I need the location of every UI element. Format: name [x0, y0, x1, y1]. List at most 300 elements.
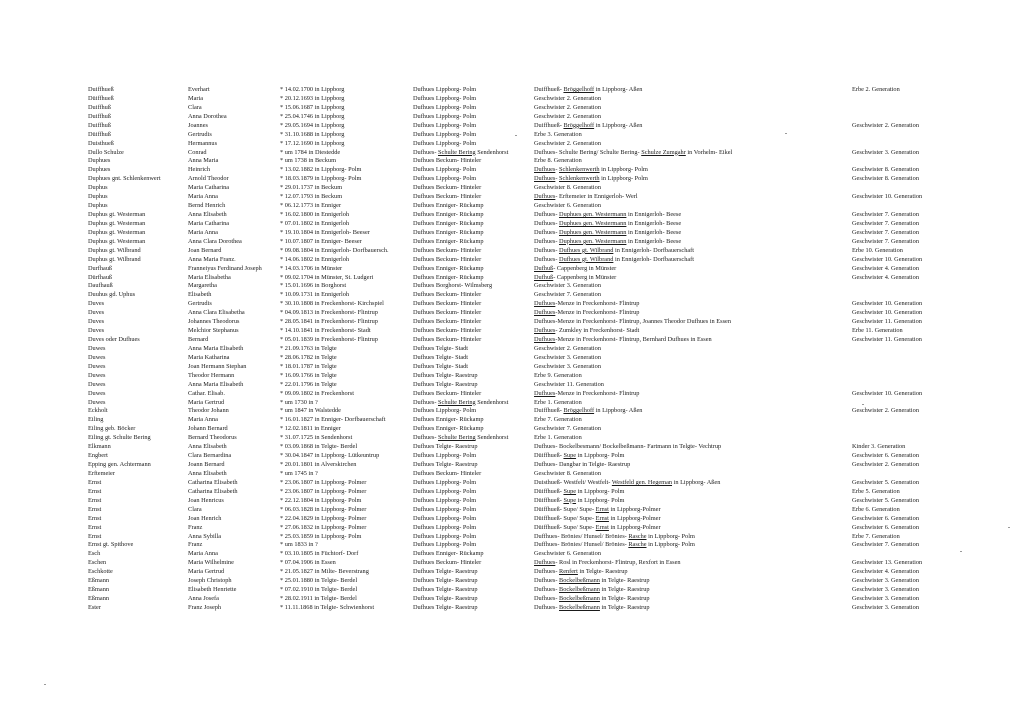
- birth-cell: * um 1745 in ?: [280, 469, 318, 477]
- birth-cell: * 17.12.1690 in Lippborg: [280, 139, 345, 147]
- farm-line-cell: Dufhues Lippborg- Polm: [413, 139, 477, 147]
- lineage-cell: Geschwister 2. Generation: [534, 139, 601, 147]
- table-row: [0, 353, 1024, 362]
- generation-cell: Geschwister 7. Generation: [852, 237, 919, 245]
- farm-line-cell: Dufhues Beckum- Hinteler: [413, 327, 482, 335]
- generation-cell: Geschwister 6. Generation: [852, 514, 919, 522]
- farm-line-cell: Dufhues Enniger- Rückamp: [413, 273, 484, 281]
- table-row: [0, 326, 1024, 335]
- generation-cell: Geschwister 10. Generation: [852, 255, 923, 263]
- table-row: [0, 273, 1024, 282]
- table-row: [0, 290, 1024, 299]
- generation-cell: Geschwister 2. Generation: [852, 461, 919, 469]
- scan-speck: [785, 133, 787, 134]
- generation-cell: Geschwister 2. Generation: [852, 121, 919, 129]
- given-names-cell: Maria Katharina: [188, 353, 230, 361]
- surname-cell: Düiffhueß: [88, 94, 114, 102]
- surname-cell: Ernst: [88, 532, 102, 540]
- birth-cell: * 09.09.1802 in Freckenhorst: [280, 389, 354, 397]
- lineage-cell: Dufhues- Bockelbeßmann in Telgte- Raestrup: [534, 595, 650, 602]
- birth-cell: * um 1847 in Walstedde: [280, 407, 341, 415]
- surname-cell: Esch: [88, 550, 101, 558]
- surname-cell: Ernst: [88, 478, 102, 486]
- given-names-cell: Maria Catharina: [188, 219, 230, 227]
- lineage-cell: Dufhues- Duphues gen. Westermann in Ennigerloh- Beese: [534, 237, 682, 245]
- given-names-cell: Maria Gertrud: [188, 568, 225, 576]
- farm-line-cell: Dufhues Lippborg- Polm: [413, 478, 477, 486]
- table-row: [0, 576, 1024, 585]
- table-row: [0, 415, 1024, 424]
- farm-line-cell: Dufhues Lippborg- Polm: [413, 452, 477, 460]
- farm-line-cell: Dufhues Lippborg- Polm: [413, 94, 477, 102]
- table-row: [0, 398, 1024, 407]
- farm-line-cell: Dufhues Beckum- Hinteler: [413, 389, 482, 397]
- farm-line-cell: Dufhues Telgte- Raestrup: [413, 380, 478, 388]
- lineage-cell: Duiffhueß- Bröggelhoff in Lippborg- Aßen: [534, 121, 643, 129]
- table-row: [0, 165, 1024, 174]
- given-names-cell: Catharina Elisabeth: [188, 478, 238, 486]
- farm-line-cell: Dufhues Beckum- Hinteler: [413, 291, 482, 299]
- lineage-cell: Dufhues- Erftemeier in Ennigerloh- Werl: [534, 193, 638, 201]
- given-names-cell: Anna Maria Elisabeth: [188, 380, 244, 388]
- lineage-cell: Dufhues-Menze in Freckenhorst- Flintrup, Bernhard Dufhues in Essen: [534, 336, 712, 344]
- lineage-cell: Dufhues-Menze in Freckenhorst- Flintrup: [534, 389, 640, 397]
- given-names-cell: Bernd Henrich: [188, 202, 226, 210]
- table-row: [0, 183, 1024, 192]
- surname-cell: Duphus: [88, 193, 108, 201]
- birth-cell: * um 1738 in Beckum: [280, 157, 336, 165]
- generation-cell: Erbe 7. Generation: [852, 532, 900, 540]
- lineage-cell: Geschwister 2. Generation: [534, 103, 601, 111]
- surname-cell: Ernst gt. Spithove: [88, 541, 134, 549]
- table-row: [0, 389, 1024, 398]
- lineage-cell: Duiffhueß- Bröggelhoff in Lippborg- Aßen: [534, 86, 643, 93]
- birth-cell: * 14.06.1802 in Ennigerloh: [280, 255, 350, 263]
- birth-cell: * 25.04.1746 in Lippborg: [280, 112, 345, 120]
- lineage-cell: Geschwister 2. Generation: [534, 94, 601, 102]
- birth-cell: * 25.01.1880 in Telgte- Berdel: [280, 577, 358, 585]
- farm-line-cell: Dufhues Lippborg- Polm: [413, 86, 477, 93]
- surname-cell: Duwes: [88, 389, 106, 397]
- table-row: [0, 523, 1024, 532]
- birth-cell: * 05.01.1839 in Freckenhorst- Flintrup: [280, 336, 378, 344]
- table-row: [0, 139, 1024, 148]
- lineage-cell: Düiffhueß- Supe/ Supe- Ernst in Lippborg-Polmer: [534, 523, 661, 531]
- surname-cell: Duwes: [88, 380, 106, 388]
- given-names-cell: Anna Maria Franz.: [188, 255, 236, 263]
- generation-cell: Geschwister 6. Generation: [852, 523, 919, 531]
- farm-line-cell: Dufhues Beckum- Hinteler: [413, 300, 482, 308]
- lineage-cell: Duiffhueß- Bröggelhoff in Lippborg- Aßen: [534, 407, 643, 415]
- given-names-cell: Maria Wilhelmine: [188, 559, 234, 567]
- lineage-cell: Geschwister 8. Generation: [534, 469, 601, 477]
- lineage-cell: Geschwister 2. Generation: [534, 112, 601, 120]
- table-row: [0, 406, 1024, 415]
- surname-cell: Duiffhueß: [88, 86, 114, 93]
- given-names-cell: Margaretha: [188, 282, 217, 290]
- table-row: [0, 121, 1024, 130]
- lineage-cell: Düiffhueß- Supe in Lippborg- Polm: [534, 496, 625, 504]
- farm-line-cell: Dufhues Enniger- Rückamp: [413, 550, 484, 558]
- surname-cell: Ester: [88, 603, 101, 611]
- given-names-cell: Clara: [188, 505, 202, 513]
- generation-cell: Geschwister 6. Generation: [852, 452, 919, 460]
- table-row: [0, 371, 1024, 380]
- birth-cell: * 25.03.1859 in Lippborg- Polm: [280, 532, 362, 540]
- given-names-cell: Joan Henrich: [188, 514, 222, 522]
- farm-line-cell: Dufhues Enniger- Rückamp: [413, 425, 484, 433]
- farm-line-cell: Dufhues Beckum- Hinteler: [413, 157, 482, 165]
- lineage-cell: Geschwister 8. Generation: [534, 184, 601, 192]
- surname-cell: Duuhus gd. Uphus: [88, 291, 136, 299]
- given-names-cell: Clara: [188, 103, 202, 111]
- given-names-cell: Joan Henricus: [188, 496, 224, 504]
- surname-cell: Dullo Schulze: [88, 148, 124, 156]
- lineage-cell: Dufhues-Menze in Freckenhorst- Flintrup: [534, 300, 640, 308]
- birth-cell: * 06.12.1773 in Enniger: [280, 202, 342, 210]
- given-names-cell: Maria Elisabetha: [188, 273, 231, 281]
- given-names-cell: Maria: [188, 94, 204, 102]
- birth-cell: * 11.11.1868 in Telgte- Schwienhorst: [280, 603, 375, 611]
- farm-line-cell: Dufhues Lippborg- Polm: [413, 523, 477, 531]
- scan-speck: [515, 135, 517, 136]
- surname-cell: Duves: [88, 309, 105, 317]
- birth-cell: * 12.07.1793 in Beckum: [280, 193, 343, 201]
- birth-cell: * 21.05.1827 in Milte- Beverstrang: [280, 568, 369, 576]
- farm-line-cell: Dufhues Beckum- Hinteler: [413, 184, 482, 192]
- given-names-cell: Melchior Stephanus: [188, 327, 239, 335]
- lineage-cell: Dufhues- Schlenkenwerth in Lippborg- Polm: [534, 175, 648, 183]
- given-names-cell: Gertrudis: [188, 130, 212, 138]
- farm-line-cell: Dufhues Enniger- Rückamp: [413, 416, 484, 424]
- birth-cell: * um 1730 in ?: [280, 398, 318, 406]
- farm-line-cell: Dufhues Enniger- Rückamp: [413, 237, 484, 245]
- surname-cell: Eckholt: [88, 407, 108, 415]
- farm-line-cell: Dufhues Lippborg- Polm: [413, 496, 477, 504]
- table-row: [0, 281, 1024, 290]
- surname-cell: Duphues: [88, 166, 111, 174]
- table-row: [0, 130, 1024, 139]
- generation-cell: Geschwister 8. Generation: [852, 175, 919, 183]
- lineage-cell: Dufhues- Bockelbesmann/ Bockelbeßmann- Fartmann in Telgte- Vechtrup: [534, 443, 722, 451]
- table-row: [0, 103, 1024, 112]
- lineage-cell: Geschwister 3. Generation: [534, 282, 601, 290]
- surname-cell: Duiffhuß: [88, 112, 111, 120]
- given-names-cell: Maria Anna: [188, 228, 218, 236]
- generation-cell: Geschwister 3. Generation: [852, 595, 919, 602]
- table-row: [0, 594, 1024, 603]
- generation-cell: Geschwister 5. Generation: [852, 496, 919, 504]
- birth-cell: * 29.05.1694 in Lippborg: [280, 121, 345, 129]
- lineage-cell: Düiffhueß- Supe/ Supe- Ernst in Lippborg-Polmer: [534, 505, 661, 513]
- surname-cell: Duphus gt. Westerman: [88, 237, 146, 245]
- surname-cell: Duves: [88, 300, 105, 308]
- table-row: [0, 237, 1024, 246]
- farm-line-cell: Dufhues Beckum- Hinteler: [413, 336, 482, 344]
- lineage-cell: Erbe 7. Generation: [534, 416, 582, 424]
- surname-cell: Duwes: [88, 398, 106, 406]
- generation-cell: Geschwister 11. Generation: [852, 318, 922, 326]
- lineage-cell: Geschwister 2. Generation: [534, 344, 601, 352]
- table-row: [0, 210, 1024, 219]
- surname-cell: Duiffhuß: [88, 103, 111, 111]
- surname-cell: Eßmann: [88, 586, 109, 594]
- lineage-cell: Geschwister 7. Generation: [534, 425, 601, 433]
- given-names-cell: Anna Elisabeth: [188, 211, 227, 219]
- table-row: [0, 380, 1024, 389]
- generation-cell: Erbe 6. Generation: [852, 505, 900, 513]
- lineage-cell: Geschwister 11. Generation: [534, 380, 604, 388]
- lineage-cell: Dufhues- Duphues gen. Westermann in Ennigerloh- Beese: [534, 211, 682, 219]
- lineage-cell: Dufhues- Schlenkenwerth in Lippborg- Polm: [534, 166, 648, 174]
- farm-line-cell: Dufhues Telgte- Raestrup: [413, 568, 478, 576]
- birth-cell: * 03.09.1868 in Telgte- Berdel: [280, 443, 358, 451]
- farm-line-cell: Dufhues Enniger- Rückamp: [413, 264, 484, 272]
- surname-cell: Duphus gt. Wilbrand: [88, 246, 141, 254]
- lineage-cell: Dufhues- Dufhues gt. Wilbrand in Ennigerloh- Dorfbauerschaft: [534, 246, 694, 254]
- farm-line-cell: Dufhues- Schulte Bering Sendenhorst: [413, 398, 509, 406]
- given-names-cell: Johannes Theodorus: [188, 318, 240, 326]
- table-row: [0, 94, 1024, 103]
- surname-cell: Duphus gt. Westerman: [88, 228, 146, 236]
- birth-cell: * 29.01.1737 in Beckum: [280, 184, 343, 192]
- lineage-cell: Erbe 1. Generation: [534, 434, 582, 442]
- surname-cell: Duphus gt. Wilbrand: [88, 255, 141, 263]
- birth-cell: * 07.01.1802 in Ennigerloh: [280, 219, 350, 227]
- given-names-cell: Joseph Christoph: [188, 577, 232, 585]
- birth-cell: * 18.01.1787 in Telgte: [280, 362, 337, 370]
- generation-cell: Geschwister 10. Generation: [852, 389, 923, 397]
- birth-cell: * 30.10.1808 in Freckenhorst- Kirchspiel: [280, 300, 384, 308]
- given-names-cell: Johann Bernard: [188, 425, 228, 433]
- birth-cell: * 12.02.1811 in Enniger: [280, 425, 341, 433]
- lineage-cell: Dufhues- Renfert in Telgte- Raestrup: [534, 568, 628, 576]
- birth-cell: * 28.05.1841 in Freckenhorst- Flintrup: [280, 318, 378, 326]
- table-row: [0, 442, 1024, 451]
- surname-cell: Düiffhuß: [88, 130, 111, 138]
- farm-line-cell: Dufhues Enniger- Rückamp: [413, 228, 484, 236]
- birth-cell: * 23.06.1807 in Lippborg- Polmer: [280, 487, 367, 495]
- table-row: [0, 567, 1024, 576]
- birth-cell: * 21.09.1763 in Telgte: [280, 344, 337, 352]
- given-names-cell: Arnold Theodor: [188, 175, 229, 183]
- birth-cell: * 19.10.1804 in Ennigerloh- Beeser: [280, 228, 370, 236]
- birth-cell: * 30.04.1847 in Lippborg- Lütkeuntrup: [280, 452, 380, 460]
- given-names-cell: Heinrich: [188, 166, 211, 174]
- birth-cell: * 18.03.1879 in Lippborg- Polm: [280, 175, 362, 183]
- given-names-cell: Theodor Hermann: [188, 371, 235, 379]
- birth-cell: * 10.09.1731 in Ennigerloh: [280, 291, 350, 299]
- given-names-cell: Joann Bernard: [188, 461, 225, 469]
- surname-cell: Erftemeier: [88, 469, 115, 477]
- birth-cell: * 14.03.1706 in Münster: [280, 264, 343, 272]
- farm-line-cell: Dufhues Lippborg- Polm: [413, 130, 477, 138]
- lineage-cell: Dufhuß- Cappenberg in Münster: [534, 273, 617, 281]
- farm-line-cell: Dufhues Beckum- Hinteler: [413, 246, 482, 254]
- generation-cell: Geschwister 4. Generation: [852, 568, 919, 576]
- table-row: [0, 192, 1024, 201]
- given-names-cell: Hermannus: [188, 139, 218, 147]
- surname-cell: Duphus: [88, 184, 108, 192]
- farm-line-cell: Dufhues Telgte- Raestrup: [413, 443, 478, 451]
- farm-line-cell: Dufhues Lippborg- Polm: [413, 505, 477, 513]
- farm-line-cell: Dufhues Beckum- Hinteler: [413, 309, 482, 317]
- given-names-cell: Anna Dorothea: [188, 112, 227, 120]
- birth-cell: * 20.01.1801 in Alverskirchen: [280, 461, 357, 469]
- given-names-cell: Elisabeth: [188, 291, 212, 299]
- farm-line-cell: Dufhues Lippborg- Polm: [413, 121, 477, 129]
- birth-cell: * 20.12.1693 in Lippborg: [280, 94, 345, 102]
- surname-cell: Duphues: [88, 157, 111, 165]
- lineage-cell: Dufhues- Dangbar in Telgte- Raestrup: [534, 461, 631, 469]
- table-row: [0, 478, 1024, 487]
- farm-line-cell: Dufhues Beckum- Hinteler: [413, 318, 482, 326]
- surname-cell: Duiffhuß: [88, 121, 111, 129]
- farm-line-cell: Dufhues Lippborg- Polm: [413, 514, 477, 522]
- birth-cell: * 28.06.1782 in Telgte: [280, 353, 337, 361]
- generation-cell: Geschwister 4. Generation: [852, 264, 919, 272]
- birth-cell: * 15.01.1696 in Borghorst: [280, 282, 347, 290]
- given-names-cell: Anna Sybilla: [188, 532, 222, 540]
- farm-line-cell: Dufhues Enniger- Rückamp: [413, 202, 484, 210]
- given-names-cell: Theodor Johann: [188, 407, 229, 415]
- lineage-cell: Erbe 8. Generation: [534, 157, 582, 165]
- table-row: [0, 308, 1024, 317]
- lineage-cell: Geschwister 6. Generation: [534, 550, 601, 558]
- given-names-cell: Joannes: [188, 121, 208, 129]
- lineage-cell: Dufhues- Duphues gen. Westermann in Ennigerloh- Beese: [534, 228, 682, 236]
- generation-cell: Erbe 2. Generation: [852, 86, 900, 93]
- surname-cell: Dürfhauß: [88, 273, 113, 281]
- birth-cell: * 07.04.1906 in Essen: [280, 559, 336, 567]
- birth-cell: * 22.04.1829 in Lippborg- Polmer: [280, 514, 367, 522]
- given-names-cell: Franz: [188, 541, 203, 549]
- generation-cell: Geschwister 7. Generation: [852, 541, 919, 549]
- lineage-cell: Duffhues- Brönies/ Hunsel/ Brönies- Rasche in Lippborg- Polm: [534, 541, 695, 549]
- birth-cell: * 15.06.1687 in Lippborg: [280, 103, 345, 111]
- lineage-cell: Dufhues-Menze in Freckenhorst- Flintrup, Joannes Theodor Dufhues in Essen: [534, 318, 731, 326]
- farm-line-cell: Dufhues Beckum- Hinteler: [413, 193, 482, 201]
- table-row: [0, 174, 1024, 183]
- farm-line-cell: Dufhues Enniger- Rückamp: [413, 219, 484, 227]
- given-names-cell: Franz: [188, 523, 203, 531]
- given-names-cell: Maria Anna: [188, 550, 218, 558]
- birth-cell: * 09.02.1704 in Münster, St. Ludgeri: [280, 273, 374, 281]
- table-row: [0, 514, 1024, 523]
- table-row: [0, 85, 1024, 94]
- table-row: [0, 540, 1024, 549]
- lineage-cell: Geschwister 3. Generation: [534, 353, 601, 361]
- birth-cell: * 31.10.1688 in Lippborg: [280, 130, 345, 138]
- generation-cell: Geschwister 11. Generation: [852, 336, 922, 344]
- farm-line-cell: Dufhues Beckum- Hinteler: [413, 255, 482, 263]
- generation-cell: Geschwister 2. Generation: [852, 407, 919, 415]
- birth-cell: * 07.02.1910 in Telgte- Berdel: [280, 586, 358, 594]
- surname-cell: Eßmann: [88, 577, 109, 585]
- birth-cell: * um 1784 in Diestedde: [280, 148, 341, 156]
- lineage-cell: Dufhues- Rosl in Freckenhorst- Flintrup, Rexfort in Essen: [534, 559, 681, 567]
- surname-cell: Ernst: [88, 487, 102, 495]
- farm-line-cell: Dufhues Telgte- Stadt: [413, 344, 469, 352]
- table-row: [0, 219, 1024, 228]
- birth-cell: * 22.01.1796 in Telgte: [280, 380, 337, 388]
- given-names-cell: Anna Clara Dorothea: [188, 237, 242, 245]
- surname-cell: Ernst: [88, 523, 102, 531]
- given-names-cell: Maria Anna: [188, 193, 218, 201]
- surname-cell: Duphues gnt. Schlenkenwert: [88, 175, 161, 183]
- birth-cell: * 04.09.1813 in Freckenhorst- Flintrup: [280, 309, 378, 317]
- table-row: [0, 255, 1024, 264]
- table-row: [0, 246, 1024, 255]
- table-row: [0, 549, 1024, 558]
- generation-cell: Geschwister 10. Generation: [852, 193, 923, 201]
- lineage-cell: Duffhues- Brönies/ Hunsel/ Brönies- Rasche in Lippborg- Polm: [534, 532, 695, 540]
- lineage-cell: Erbe 9. Generation: [534, 371, 582, 379]
- generation-cell: Geschwister 7. Generation: [852, 228, 919, 236]
- generation-cell: Geschwister 10. Generation: [852, 309, 923, 317]
- farm-line-cell: Dufhues Telgte- Stadt: [413, 362, 469, 370]
- generation-cell: Geschwister 5. Generation: [852, 478, 919, 486]
- surname-cell: Eßmann: [88, 595, 109, 602]
- table-row: [0, 603, 1024, 612]
- surname-cell: Duphus gt. Westerman: [88, 219, 146, 227]
- given-names-cell: Anna Maria Elisabeth: [188, 344, 244, 352]
- table-row: [0, 460, 1024, 469]
- birth-cell: * 28.02.1911 in Telgte- Berdel: [280, 595, 357, 602]
- table-row: [0, 201, 1024, 210]
- table-row: [0, 487, 1024, 496]
- given-names-cell: Joan Bernard: [188, 246, 222, 254]
- given-names-cell: Franz Joseph: [188, 603, 222, 611]
- surname-cell: Eschkotte: [88, 568, 113, 576]
- lineage-cell: Dufhues- Bockelbeßmann in Telgte- Raestrup: [534, 586, 650, 594]
- table-row: [0, 496, 1024, 505]
- generation-cell: Geschwister 4. Generation: [852, 273, 919, 281]
- farm-line-cell: Dufhues Lippborg- Polm: [413, 166, 477, 174]
- birth-cell: * 22.12.1804 in Lippborg- Polm: [280, 496, 362, 504]
- surname-cell: Duphus: [88, 202, 108, 210]
- farm-line-cell: Dufhues Lippborg- Polm: [413, 541, 477, 549]
- given-names-cell: Anna Clara Elisabetha: [188, 309, 245, 317]
- given-names-cell: Everhart: [188, 86, 210, 93]
- farm-line-cell: Dufhues Telgte- Raestrup: [413, 371, 478, 379]
- surname-cell: Eschen: [88, 559, 107, 567]
- farm-line-cell: Dufhues Beckum- Hinteler: [413, 559, 482, 567]
- given-names-cell: Anna Elisabeth: [188, 443, 227, 451]
- surname-cell: Eiling geb. Böcker: [88, 425, 136, 433]
- given-names-cell: Anna Elisabeth: [188, 469, 227, 477]
- farm-line-cell: Dufhues Telgte- Raestrup: [413, 461, 478, 469]
- given-names-cell: Anna Maria: [188, 157, 219, 165]
- given-names-cell: Conrad: [188, 148, 207, 156]
- farm-line-cell: Dufhues Lippborg- Polm: [413, 112, 477, 120]
- generation-cell: Geschwister 3. Generation: [852, 603, 919, 611]
- farm-line-cell: Dufhues Telgte- Stadt: [413, 353, 469, 361]
- table-row: [0, 469, 1024, 478]
- table-row: [0, 505, 1024, 514]
- birth-cell: * 10.07.1807 in Enniger- Beeser: [280, 237, 362, 245]
- farm-line-cell: Dufhues Telgte- Raestrup: [413, 595, 478, 602]
- surname-cell: Elkmann: [88, 443, 111, 451]
- birth-cell: * um 1833 in ?: [280, 541, 318, 549]
- table-row: [0, 299, 1024, 308]
- lineage-cell: Dufhues-Menze in Freckenhorst- Flintrup: [534, 309, 640, 317]
- given-names-cell: Maria Anna: [188, 416, 218, 424]
- generation-cell: Geschwister 7. Generation: [852, 211, 919, 219]
- farm-line-cell: Dufhues- Schulte Bering Sendenhorst: [413, 148, 509, 156]
- lineage-cell: Düiffhueß- Supe in Lippborg- Polm: [534, 487, 625, 495]
- given-names-cell: Gertrudis: [188, 300, 212, 308]
